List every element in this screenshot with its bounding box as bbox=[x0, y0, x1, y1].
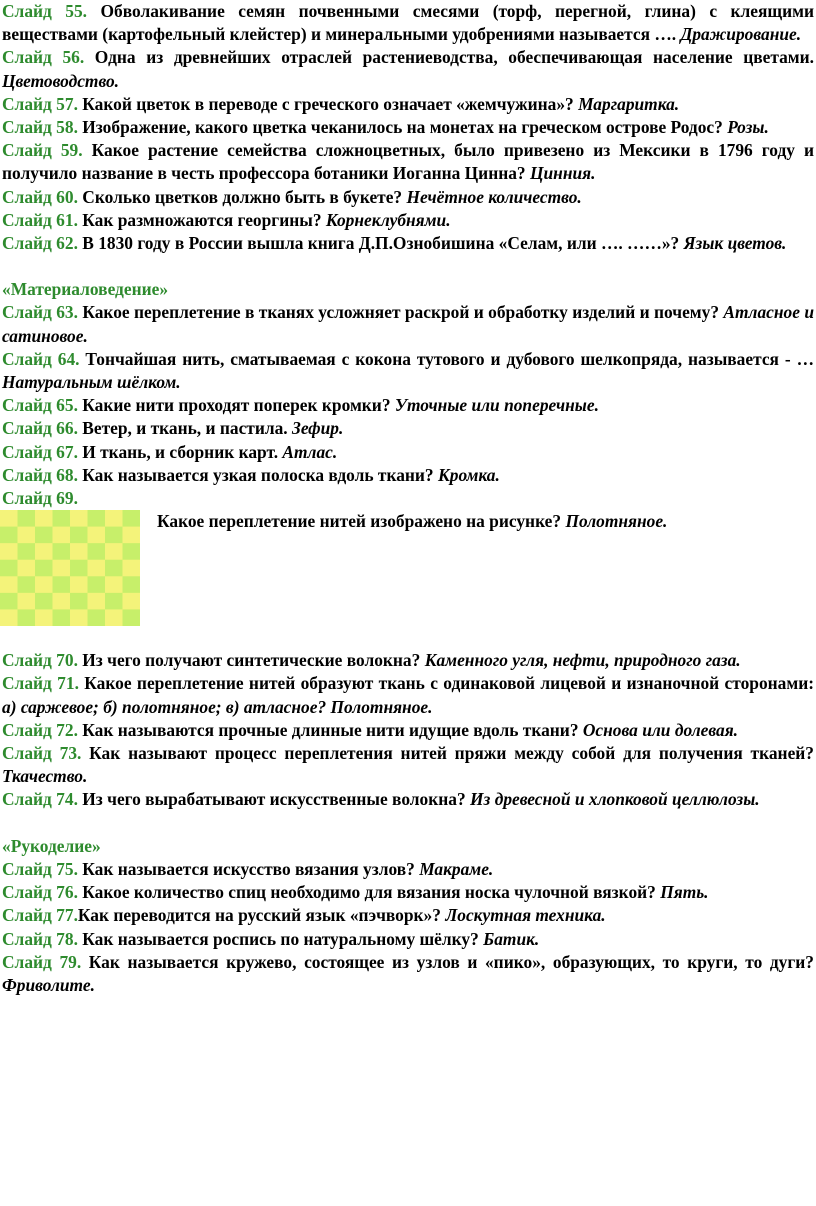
answer-text: Атласное и сатиновое. bbox=[2, 302, 814, 346]
slide-label: Слайд 72. bbox=[2, 719, 78, 740]
checker-cell bbox=[88, 543, 106, 560]
checker-cell bbox=[105, 560, 123, 577]
slide-label: Слайд 74. bbox=[2, 789, 78, 810]
question-text: Как называется искусство вязания узлов? bbox=[77, 858, 420, 879]
question-text: Какие нити проходят поперек кромки? bbox=[77, 395, 395, 416]
question-63 bbox=[0, 301, 814, 347]
question-group-materials bbox=[0, 301, 816, 510]
slide-label: Слайд 63. bbox=[2, 302, 78, 323]
question-text: Какое переплетение нитей образуют ткань с одинаковой лицевой и изнаночной сторонами: bbox=[78, 673, 815, 694]
answer-text: Цветоводство. bbox=[2, 70, 120, 91]
question-62 bbox=[0, 232, 814, 255]
answer-text: Лоскутная техника. bbox=[445, 905, 606, 926]
question-75 bbox=[0, 858, 814, 881]
weave-figure-row bbox=[0, 510, 816, 626]
plain-weave-checker-image bbox=[0, 510, 140, 626]
checker-cell bbox=[53, 510, 71, 527]
answer-text: Атлас. bbox=[282, 441, 338, 462]
checker-cell bbox=[105, 543, 123, 560]
question-78 bbox=[0, 928, 814, 951]
question-text: Как переводится на русский язык «пэчворк»? bbox=[77, 905, 446, 926]
checker-cell bbox=[35, 543, 53, 560]
question-61 bbox=[0, 209, 814, 232]
checker-cell bbox=[123, 510, 141, 527]
checker-cell bbox=[18, 560, 36, 577]
checker-cell bbox=[53, 593, 71, 610]
question-text: Какое количество спиц необходимо для вязания носка чулочной вязкой? bbox=[77, 882, 661, 903]
checker-cell bbox=[105, 510, 123, 527]
checker-cell bbox=[53, 527, 71, 544]
question-59 bbox=[0, 139, 814, 185]
question-79 bbox=[0, 951, 814, 997]
checker-cell bbox=[0, 543, 18, 560]
question-68 bbox=[0, 464, 814, 487]
slide-label: Слайд 71. bbox=[2, 673, 79, 694]
question-60 bbox=[0, 186, 814, 209]
slide-label: Слайд 66. bbox=[2, 418, 78, 439]
checker-cell bbox=[18, 543, 36, 560]
answer-text: Уточные или поперечные. bbox=[394, 395, 599, 416]
question-group-fibers bbox=[0, 649, 816, 811]
question-text: Изображение, какого цветка чеканилось на монетах на греческом острове Родос? bbox=[77, 117, 728, 138]
slide-label: Слайд 77. bbox=[2, 905, 78, 926]
answer-text: Из древесной и хлопковой целлюлозы. bbox=[470, 789, 760, 810]
question-55 bbox=[0, 0, 814, 46]
checker-cell bbox=[105, 527, 123, 544]
question-71 bbox=[0, 672, 814, 718]
question-69-label-line bbox=[0, 487, 814, 510]
checker-cell bbox=[70, 610, 88, 627]
checker-cell bbox=[35, 560, 53, 577]
answer-text: Пять. bbox=[660, 882, 709, 903]
slide-label: Слайд 62. bbox=[2, 233, 78, 254]
question-text: Как называют процесс переплетения нитей пряжи между собой для получения тканей? bbox=[81, 743, 814, 764]
slide-label: Слайд 79. bbox=[2, 951, 82, 972]
answer-text: Натуральным шёлком. bbox=[2, 372, 181, 393]
checker-cell bbox=[123, 593, 141, 610]
checker-cell bbox=[70, 527, 88, 544]
answer-text: а) саржевое; б) полотняное; в) атласное? Полотняное. bbox=[2, 696, 433, 717]
answer-text: Цинния. bbox=[529, 163, 596, 184]
slide-label: Слайд 56. bbox=[2, 47, 85, 68]
checker-cell bbox=[18, 510, 36, 527]
answer-text: Фриволите. bbox=[2, 974, 95, 995]
question-67 bbox=[0, 441, 814, 464]
answer-text: Нечётное количество. bbox=[406, 186, 582, 207]
section-heading-materials: «Материаловедение» bbox=[2, 279, 169, 300]
checker-cell bbox=[35, 610, 53, 627]
slide-label: Слайд 60. bbox=[2, 186, 78, 207]
answer-text: Маргаритка. bbox=[578, 93, 680, 114]
question-text: Какой цветок в переводе с греческого означает «жемчужина»? bbox=[77, 93, 579, 114]
checker-cell bbox=[0, 593, 18, 610]
checker-cell bbox=[35, 527, 53, 544]
question-text: В 1830 году в России вышла книга Д.П.Ознобишина «Селам, или …. ……»? bbox=[77, 233, 684, 254]
answer-text: Корнеклубнями. bbox=[325, 209, 451, 230]
slide-label: Слайд 58. bbox=[2, 117, 78, 138]
question-69 bbox=[157, 510, 667, 533]
slide-label: Слайд 59. bbox=[2, 140, 83, 161]
question-65 bbox=[0, 394, 814, 417]
checker-cell bbox=[88, 577, 106, 594]
checker-cell bbox=[0, 577, 18, 594]
checker-cell bbox=[18, 593, 36, 610]
checker-cell bbox=[53, 543, 71, 560]
blank-line bbox=[0, 626, 816, 649]
checker-cell bbox=[35, 577, 53, 594]
blank-line bbox=[0, 255, 816, 278]
question-text: Какое растение семейства сложноцветных, было привезено из Мексики в 1796 году и получило название в честь профессора ботаники Иоганна Цинна? bbox=[2, 140, 814, 184]
answer-text: Основа или долевая. bbox=[582, 719, 738, 740]
question-text: Сколько цветков должно быть в букете? bbox=[77, 186, 407, 207]
slide-label: Слайд 78. bbox=[2, 928, 78, 949]
question-72 bbox=[0, 719, 814, 742]
checker-cell bbox=[0, 527, 18, 544]
checker-cell bbox=[123, 610, 141, 627]
checker-cell bbox=[70, 510, 88, 527]
checker-cell bbox=[53, 560, 71, 577]
slide-label: Слайд 76. bbox=[2, 882, 78, 903]
question-text: Какое переплетение в тканях усложняет раскрой и обработку изделий и почему? bbox=[77, 302, 724, 323]
question-text: Из чего вырабатывают искусственные волокна? bbox=[77, 789, 471, 810]
question-text: И ткань, и сборник карт. bbox=[77, 441, 283, 462]
question-group-plants bbox=[0, 0, 816, 255]
question-56 bbox=[0, 46, 814, 92]
answer-text: Язык цветов. bbox=[683, 233, 787, 254]
answer-text: Розы. bbox=[727, 117, 769, 138]
checker-cell bbox=[123, 527, 141, 544]
blank-line bbox=[0, 812, 816, 835]
question-74 bbox=[0, 788, 814, 811]
question-text: Обволакивание семян почвенными смесями (торф, перегной, глина) с клеящими веществами (картофельный клейстер) и минеральными удобрениями называется …. bbox=[2, 1, 814, 45]
checker-cell bbox=[35, 593, 53, 610]
question-73 bbox=[0, 742, 814, 788]
checker-cell bbox=[35, 510, 53, 527]
checker-cell bbox=[123, 543, 141, 560]
slide-label: Слайд 55. bbox=[2, 1, 88, 21]
answer-text: Батик. bbox=[483, 928, 540, 949]
slide-label: Слайд 61. bbox=[2, 209, 78, 230]
question-text: Как размножаются георгины? bbox=[77, 209, 326, 230]
slide-label: Слайд 70. bbox=[2, 650, 78, 671]
question-text: Какое переплетение нитей изображено на рисунке? bbox=[157, 511, 566, 532]
checker-cell bbox=[70, 577, 88, 594]
question-text: Как называются прочные длинные нити идущие вдоль ткани? bbox=[77, 719, 583, 740]
question-text: Ветер, и ткань, и пастила. bbox=[77, 418, 293, 439]
slide-label: Слайд 65. bbox=[2, 395, 78, 416]
slide-label: Слайд 73. bbox=[2, 743, 82, 764]
question-76 bbox=[0, 881, 814, 904]
checker-cell bbox=[70, 560, 88, 577]
checker-cell bbox=[88, 593, 106, 610]
checker-cell bbox=[70, 593, 88, 610]
slide-label: Слайд 69. bbox=[2, 488, 78, 509]
question-text: Как называется узкая полоска вдоль ткани? bbox=[77, 464, 438, 485]
checker-cell bbox=[88, 610, 106, 627]
checker-cell bbox=[18, 577, 36, 594]
answer-text: Кромка. bbox=[437, 464, 500, 485]
slide-label: Слайд 67. bbox=[2, 441, 78, 462]
checker-cell bbox=[70, 543, 88, 560]
answer-text: Зефир. bbox=[292, 418, 344, 439]
checker-cell bbox=[0, 560, 18, 577]
question-text: Как называется роспись по натуральному шёлку? bbox=[77, 928, 484, 949]
checker-cell bbox=[53, 610, 71, 627]
question-text: Как называется кружево, состоящее из узлов и «пико», образующих, то круги, то дуги? bbox=[81, 951, 814, 972]
checker-cell bbox=[18, 610, 36, 627]
question-77 bbox=[0, 904, 814, 927]
question-58 bbox=[0, 116, 814, 139]
answer-text: Каменного угля, нефти, природного газа. bbox=[424, 650, 741, 671]
answer-text: Ткачество. bbox=[2, 766, 88, 787]
checker-cell bbox=[123, 577, 141, 594]
question-57 bbox=[0, 93, 814, 116]
question-group-needlework bbox=[0, 858, 816, 997]
slide-label: Слайд 64. bbox=[2, 348, 80, 369]
question-64 bbox=[0, 348, 814, 394]
question-text: Из чего получают синтетические волокна? bbox=[77, 650, 425, 671]
checker-cell bbox=[105, 577, 123, 594]
answer-text: Полотняное. bbox=[565, 511, 668, 532]
checker-cell bbox=[88, 510, 106, 527]
checker-cell bbox=[88, 560, 106, 577]
question-text: Одна из древнейших отраслей растениеводства, обеспечивающая население цветами. bbox=[84, 47, 815, 68]
answer-text: Дражирование. bbox=[680, 24, 802, 45]
answer-text: Макраме. bbox=[419, 858, 494, 879]
question-70 bbox=[0, 649, 814, 672]
question-66 bbox=[0, 417, 814, 440]
checker-cell bbox=[0, 510, 18, 527]
slide-label: Слайд 57. bbox=[2, 93, 78, 114]
checker-cell bbox=[88, 527, 106, 544]
checker-cell bbox=[53, 577, 71, 594]
slide-label: Слайд 68. bbox=[2, 464, 78, 485]
checker-cell bbox=[105, 610, 123, 627]
checker-cell bbox=[0, 610, 18, 627]
section-heading-needlework: «Рукоделие» bbox=[2, 835, 101, 856]
checker-cell bbox=[123, 560, 141, 577]
question-text: Тончайшая нить, сматываемая с кокона тутового и дубового шелкопряда, называется - … bbox=[79, 348, 815, 369]
slide-label: Слайд 75. bbox=[2, 858, 78, 879]
checker-cell bbox=[18, 527, 36, 544]
checker-cell bbox=[105, 593, 123, 610]
